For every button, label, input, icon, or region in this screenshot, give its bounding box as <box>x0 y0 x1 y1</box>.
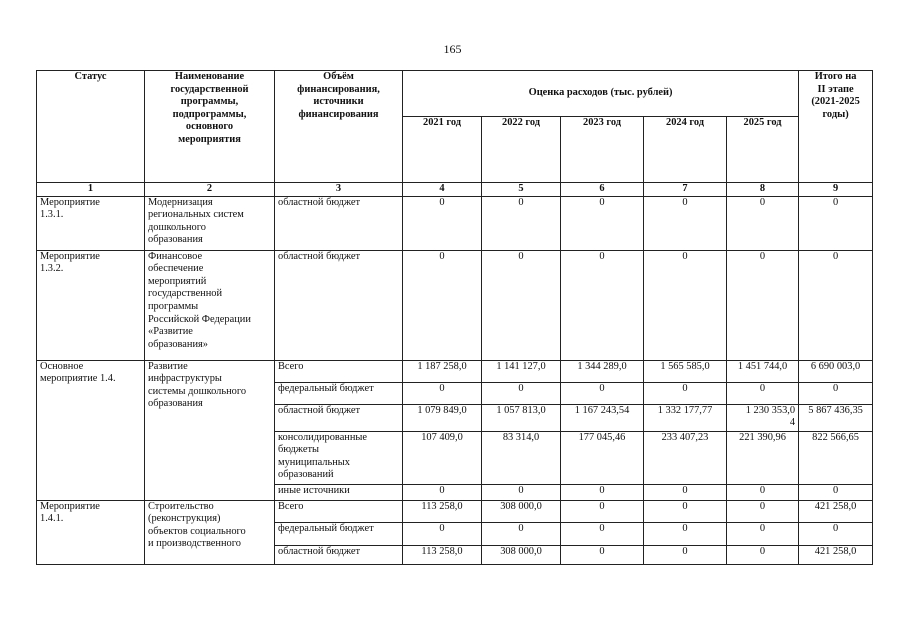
year-value-cell: 0 <box>727 250 799 360</box>
cell-line: областной бюджет <box>278 545 361 557</box>
cell-line: государственной <box>148 288 223 300</box>
table-row <box>37 360 873 382</box>
cell-line: Всего <box>278 500 304 512</box>
funding-source-cell <box>275 545 403 564</box>
year-value-cell: 1 187 258,0 <box>403 360 482 382</box>
year-value-cell: 0 <box>644 250 727 360</box>
year-value-cell: 233 407,23 <box>644 431 727 484</box>
cell-line: региональных систем <box>148 209 244 221</box>
cell-line: федеральный бюджет <box>278 522 374 534</box>
header-name: Наименование государственной программы, подпрограммы, основного мероприятия <box>145 71 275 183</box>
header-estimate: Оценка расходов (тыс. рублей) <box>403 71 799 117</box>
year-value-cell: 0 <box>644 545 727 564</box>
column-number-row <box>37 183 873 197</box>
funding-source-cell <box>275 250 403 360</box>
total-value-cell: 0 <box>799 250 873 360</box>
cell-line: образования» <box>148 338 209 350</box>
year-value-cell: 0 <box>727 484 799 500</box>
cell-line: областной бюджет <box>278 404 361 416</box>
total-value-cell: 0 <box>799 196 873 250</box>
year-value-cell: 0 <box>403 484 482 500</box>
cell-line: Мероприятие <box>40 196 100 208</box>
year-value-cell: 1 057 813,0 <box>482 404 561 431</box>
cell-line: мероприятие 1.4. <box>40 373 116 385</box>
year-value-cell: 0 <box>644 500 727 522</box>
year-value-cell: 113 258,0 <box>403 545 482 564</box>
column-number: 7 <box>644 183 727 197</box>
year-value-cell: 221 390,96 <box>727 431 799 484</box>
header-year-2021: 2021 год <box>403 117 482 183</box>
year-value-cell: 177 045,46 <box>561 431 644 484</box>
column-number: 6 <box>561 183 644 197</box>
year-value-cell: 0 <box>482 484 561 500</box>
cell-line: 1 230 353,0 <box>745 404 796 416</box>
cell-line: бюджеты <box>278 444 319 456</box>
program-name-cell <box>145 360 275 500</box>
status-cell <box>37 360 145 500</box>
cell-line: образований <box>278 469 334 481</box>
table-row <box>37 500 873 522</box>
year-value-cell: 0 <box>727 522 799 545</box>
cell-line: инфраструктуры <box>148 373 222 385</box>
year-value-cell: 0 <box>561 545 644 564</box>
total-value-cell: 822 566,65 <box>799 431 873 484</box>
cell-line: «Развитие <box>148 326 193 338</box>
year-value-cell: 113 258,0 <box>403 500 482 522</box>
cell-line: Финансовое <box>148 250 203 262</box>
year-value-cell: 0 <box>727 196 799 250</box>
year-value-cell: 0 <box>482 250 561 360</box>
cell-line: объектов социального <box>148 525 246 537</box>
header-year-2022: 2022 год <box>482 117 561 183</box>
year-value-cell: 0 <box>561 382 644 404</box>
column-number: 3 <box>275 183 403 197</box>
year-value-cell: 0 <box>561 196 644 250</box>
year-value-cell: 107 409,0 <box>403 431 482 484</box>
year-value-cell: 0 <box>482 196 561 250</box>
year-value-cell: 1 079 849,0 <box>403 404 482 431</box>
year-value-cell: 1 167 243,54 <box>561 404 644 431</box>
cell-line: дошкольного <box>148 221 206 233</box>
cell-line: иные источники <box>278 484 350 496</box>
cell-line: Российской Федерации <box>148 313 251 325</box>
column-number: 2 <box>145 183 275 197</box>
year-value-cell: 0 <box>403 522 482 545</box>
year-value-cell: 1 565 585,0 <box>644 360 727 382</box>
year-value-cell: 0 <box>727 382 799 404</box>
table-row <box>37 250 873 360</box>
status-cell <box>37 250 145 360</box>
cell-line: Строительство <box>148 500 214 512</box>
year-value-cell: 1 451 744,0 <box>727 360 799 382</box>
cell-line: системы дошкольного <box>148 385 247 397</box>
year-value-cell: 1 332 177,77 <box>644 404 727 431</box>
year-value-cell: 0 <box>482 522 561 545</box>
year-value-cell: 0 <box>644 196 727 250</box>
cell-line: программы <box>148 300 199 312</box>
year-value-cell: 0 <box>403 196 482 250</box>
cell-line: 1.3.2. <box>40 263 64 275</box>
program-name-cell <box>145 196 275 250</box>
year-value-cell: 0 <box>727 500 799 522</box>
total-value-cell: 0 <box>799 522 873 545</box>
cell-line: 4 <box>789 417 796 429</box>
cell-line: консолидированные <box>278 431 368 443</box>
column-number: 4 <box>403 183 482 197</box>
cell-line: 1.4.1. <box>40 513 64 525</box>
year-value-cell: 1 141 127,0 <box>482 360 561 382</box>
table-row <box>37 196 873 250</box>
year-value-cell: 0 <box>561 522 644 545</box>
cell-line: Основное <box>40 360 84 372</box>
page-number: 165 <box>443 42 462 56</box>
program-name-cell <box>145 250 275 360</box>
cell-line: и производственного <box>148 538 241 550</box>
year-value-cell: 83 314,0 <box>482 431 561 484</box>
header-total: Итого на II этапе (2021-2025 годы) <box>799 71 873 183</box>
year-value-cell: 0 <box>644 484 727 500</box>
cell-line: Всего <box>278 360 304 372</box>
year-value-cell: 0 <box>482 382 561 404</box>
cell-line: Модернизация <box>148 196 213 208</box>
total-value-cell: 0 <box>799 484 873 500</box>
funding-source-cell <box>275 484 403 500</box>
total-value-cell: 5 867 436,35 <box>799 404 873 431</box>
year-value-cell: 0 <box>644 522 727 545</box>
budget-table <box>36 70 873 565</box>
total-value-cell: 421 258,0 <box>799 500 873 522</box>
cell-line: федеральный бюджет <box>278 382 374 394</box>
header-volume: Объём финансирования, источники финансирования <box>275 71 403 183</box>
year-value-cell: 0 <box>561 250 644 360</box>
column-number: 5 <box>482 183 561 197</box>
cell-line: Мероприятие <box>40 250 100 262</box>
funding-source-cell <box>275 382 403 404</box>
header-year-2023: 2023 год <box>561 117 644 183</box>
year-value-cell: 0 <box>644 382 727 404</box>
header-year-2024: 2024 год <box>644 117 727 183</box>
cell-line: (реконструкция) <box>148 513 221 525</box>
funding-source-cell <box>275 431 403 484</box>
year-value-cell: 0 <box>727 545 799 564</box>
status-cell <box>37 196 145 250</box>
funding-source-cell <box>275 196 403 250</box>
funding-source-cell <box>275 500 403 522</box>
cell-line: областной бюджет <box>278 250 361 262</box>
column-number: 9 <box>799 183 873 197</box>
header-status: Статус <box>37 71 145 183</box>
year-value-cell: 0 <box>561 500 644 522</box>
year-value-cell <box>727 404 799 431</box>
year-value-cell: 0 <box>561 484 644 500</box>
cell-line: образования <box>148 234 203 246</box>
cell-line: образования <box>148 398 203 410</box>
year-value-cell: 308 000,0 <box>482 500 561 522</box>
total-value-cell: 421 258,0 <box>799 545 873 564</box>
year-value-cell: 0 <box>403 250 482 360</box>
cell-line: обеспечение <box>148 263 204 275</box>
cell-line: муниципальных <box>278 456 350 468</box>
year-value-cell: 1 344 289,0 <box>561 360 644 382</box>
column-number: 8 <box>727 183 799 197</box>
year-value-cell: 0 <box>403 382 482 404</box>
cell-line: мероприятий <box>148 275 207 287</box>
total-value-cell: 6 690 003,0 <box>799 360 873 382</box>
year-value-cell: 308 000,0 <box>482 545 561 564</box>
total-value-cell: 0 <box>799 382 873 404</box>
column-number: 1 <box>37 183 145 197</box>
funding-source-cell <box>275 360 403 382</box>
cell-line: областной бюджет <box>278 196 361 208</box>
program-name-cell <box>145 500 275 564</box>
cell-line: Мероприятие <box>40 500 100 512</box>
funding-source-cell <box>275 522 403 545</box>
cell-line: Развитие <box>148 360 188 372</box>
cell-line: 1.3.1. <box>40 209 64 221</box>
header-year-2025: 2025 год <box>727 117 799 183</box>
status-cell <box>37 500 145 564</box>
funding-source-cell <box>275 404 403 431</box>
